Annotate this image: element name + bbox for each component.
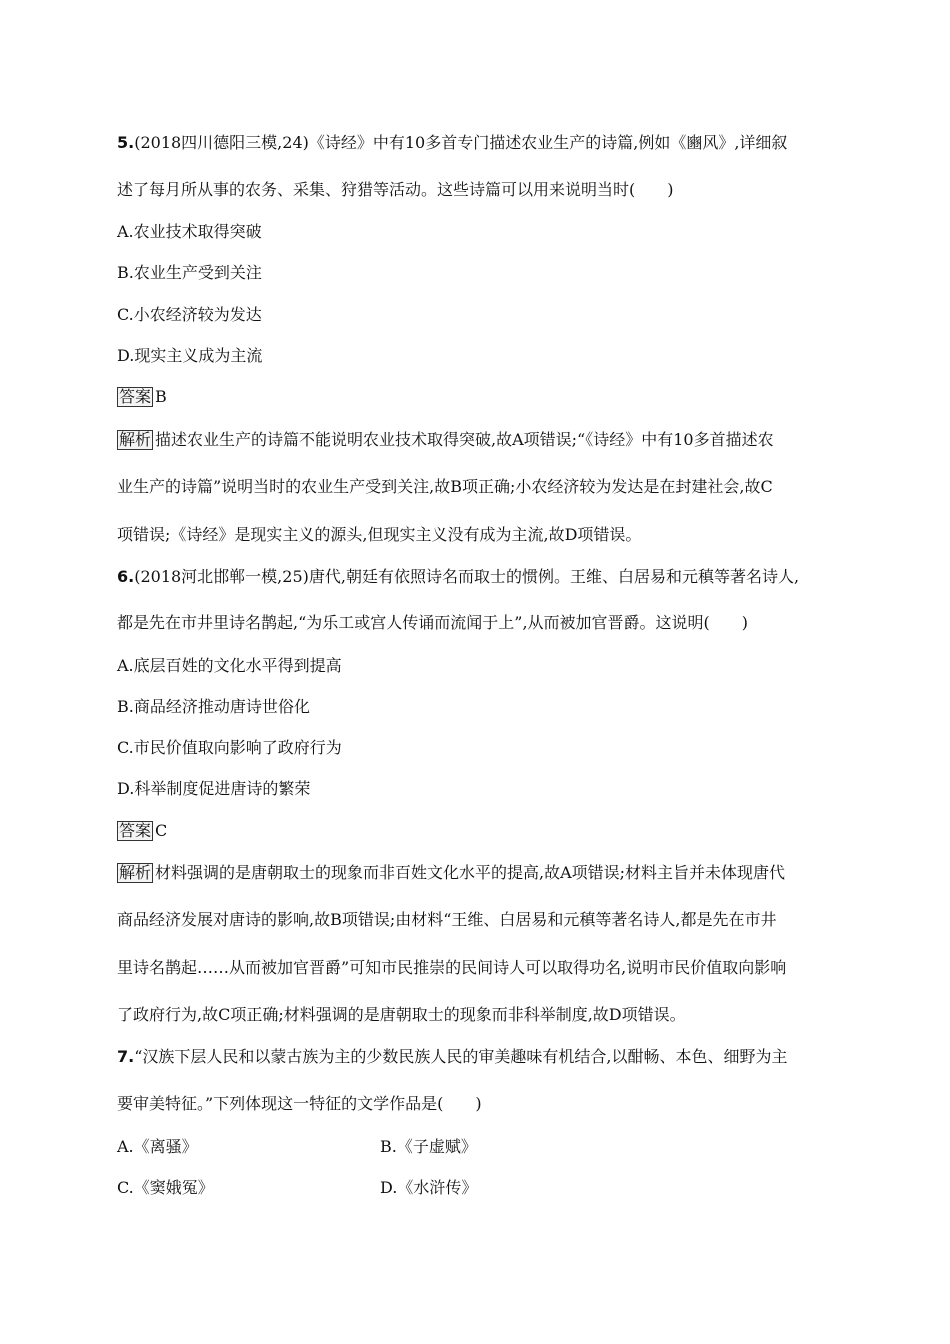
q7-option-a: A.《离骚》 — [117, 1137, 198, 1156]
analysis-tag: 解析 — [119, 430, 152, 449]
q6-option-d: D.科举制度促进唐诗的繁荣 — [117, 779, 311, 798]
q5-option-c: C.小农经济较为发达 — [117, 305, 262, 324]
q5-stem-text1: (2018四川德阳三模,24)《诗经》中有10多首专门描述农业生产的诗篇,例如《豳风》,详细叙 — [134, 133, 788, 152]
q5-option-a: A.农业技术取得突破 — [117, 222, 262, 241]
q6-option-b: B.商品经济推动唐诗世俗化 — [117, 697, 310, 716]
q6-analysis-line1 — [117, 863, 785, 883]
q6-option-c: C.市民价值取向影响了政府行为 — [117, 738, 342, 757]
q5-number: 5. — [117, 133, 135, 152]
q5-analysis-line2: 业生产的诗篇”说明当时的农业生产受到关注,故B项正确;小农经济较为发达是在封建社会,故C — [117, 477, 773, 496]
q6-number: 6. — [117, 567, 135, 586]
q5-stem-line2: 述了每月所从事的农务、采集、狩猎等活动。这些诗篇可以用来说明当时( ) — [117, 180, 674, 199]
q5-answer-value: B — [155, 387, 167, 406]
q5-analysis-line3: 项错误;《诗经》是现实主义的源头,但现实主义没有成为主流,故D项错误。 — [117, 525, 642, 544]
q6-stem-text1: (2018河北邯郸一模,25)唐代,朝廷有依照诗名而取士的惯例。王维、白居易和元稹等著名诗人, — [134, 567, 800, 586]
analysis-tag: 解析 — [119, 863, 152, 882]
q6-answer — [117, 821, 167, 841]
q6-option-a: A.底层百姓的文化水平得到提高 — [117, 656, 342, 675]
q6-analysis-text1: 材料强调的是唐朝取士的现象而非百姓文化水平的提高,故A项错误;材料主旨并未体现唐代 — [155, 863, 786, 882]
q5-analysis-line1 — [117, 430, 774, 450]
q6-stem-line1 — [117, 567, 799, 587]
q5-stem-line1 — [117, 133, 787, 153]
q5-option-d: D.现实主义成为主流 — [117, 346, 263, 365]
answer-tag: 答案 — [119, 387, 152, 406]
q7-stem-line2: 要审美特征。”下列体现这一特征的文学作品是( ) — [117, 1094, 482, 1113]
q7-stem-text1: “汉族下层人民和以蒙古族为主的少数民族人民的审美趣味有机结合,以酣畅、本色、细野为主 — [134, 1047, 788, 1066]
q7-stem-line1 — [117, 1047, 788, 1067]
q7-option-d: D.《水浒传》 — [380, 1178, 478, 1197]
q7-number: 7. — [117, 1047, 135, 1066]
q5-option-b: B.农业生产受到关注 — [117, 263, 262, 282]
q7-options-row1 — [117, 1137, 477, 1157]
q7-options-row2 — [117, 1178, 478, 1198]
q6-analysis-line3: 里诗名鹊起……从而被加官晋爵”可知市民推崇的民间诗人可以取得功名,说明市民价值取向影响 — [117, 958, 787, 977]
q7-option-c: C.《窦娥冤》 — [117, 1178, 214, 1197]
q6-analysis-line4: 了政府行为,故C项正确;材料强调的是唐朝取士的现象而非科举制度,故D项错误。 — [117, 1005, 686, 1024]
q6-analysis-line2: 商品经济发展对唐诗的影响,故B项错误;由材料“王维、白居易和元稹等著名诗人,都是先在市井 — [117, 910, 777, 929]
q6-answer-value: C — [155, 821, 168, 840]
q5-answer — [117, 387, 167, 407]
q7-option-b: B.《子虚赋》 — [380, 1137, 477, 1156]
answer-tag: 答案 — [119, 821, 152, 840]
q6-stem-line2: 都是先在市井里诗名鹊起,“为乐工或宫人传诵而流闻于上”,从而被加官晋爵。这说明( ) — [117, 613, 749, 632]
q5-analysis-text1: 描述农业生产的诗篇不能说明农业技术取得突破,故A项错误;“《诗经》中有10多首描述农 — [155, 430, 774, 449]
